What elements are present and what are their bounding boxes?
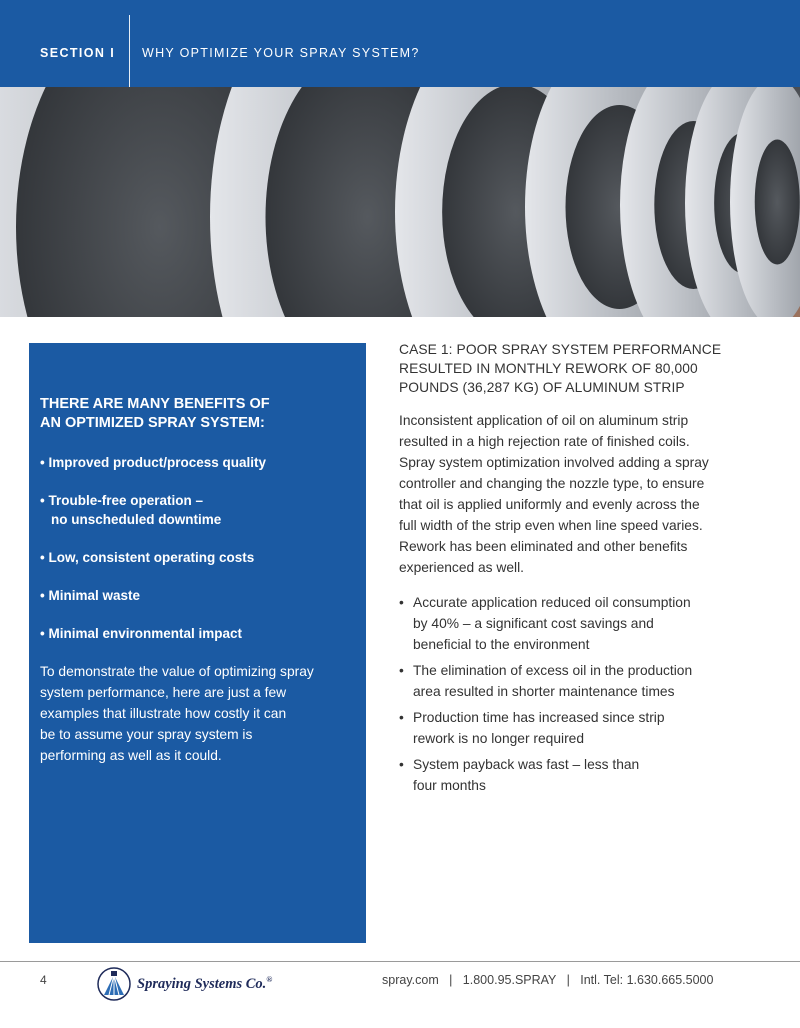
case-results-list — [399, 592, 729, 796]
case-study — [399, 340, 729, 801]
case-body-text: Inconsistent application of oil on aluminum strip resulted in a high rejection rate of finished coils. Spray system optimization involved adding a spray controller and changing the nozzle type, to ensure that oil is applied uniformly and evenly across the full width of the strip even when line speed varies. Rework has been eliminated and other benefits experienced as well. — [399, 413, 709, 575]
benefits-list — [40, 453, 350, 662]
case-title: CASE 1: POOR SPRAY SYSTEM PERFORMANCE RESULTED IN MONTHLY REWORK OF 80,000 POUNDS (36,287 KG) OF ALUMINUM STRIP — [399, 342, 722, 395]
contact-info: spray.com | 1.800.95.SPRAY | Intl. Tel: 1.630.665.5000 — [382, 973, 714, 987]
case-result-item: • System payback was fast – less than four months — [399, 754, 729, 796]
benefit-item: • Minimal environmental impact — [40, 626, 243, 641]
aluminum-coils-photo — [0, 87, 800, 317]
section-label: SECTION I — [40, 46, 116, 60]
benefit-item: • Minimal waste — [40, 588, 141, 603]
page-number: 4 — [40, 973, 47, 987]
header-divider — [129, 15, 130, 87]
company-name: Spraying Systems Co.® — [137, 975, 273, 992]
benefits-heading — [40, 395, 340, 433]
section-header — [0, 0, 800, 87]
section-title: WHY OPTIMIZE YOUR SPRAY SYSTEM? — [142, 46, 420, 60]
footer-divider — [0, 961, 800, 962]
benefits-heading-line: THERE ARE MANY BENEFITS OF — [40, 396, 270, 412]
case-result-item: • Accurate application reduced oil consumption by 40% – a significant cost savings and beneficial to the environment — [399, 592, 729, 655]
case-result-item: • The elimination of excess oil in the production area resulted in shorter maintenance times — [399, 660, 729, 702]
case-result-item: • Production time has increased since strip rework is no longer required — [399, 707, 729, 749]
benefit-item: • Trouble-free operation – no unscheduled downtime — [40, 493, 222, 527]
coil-hole — [755, 140, 800, 265]
spraying-systems-logo-icon — [97, 967, 131, 1001]
benefits-intro-text: To demonstrate the value of optimizing spray system performance, here are just a few examples that illustrate how costly it can be to assume your spray system is performing as well as it could. — [40, 664, 314, 763]
benefit-item: • Improved product/process quality — [40, 455, 267, 470]
benefits-panel — [29, 343, 366, 943]
benefit-item: • Low, consistent operating costs — [40, 550, 255, 565]
benefits-heading-line: AN OPTIMIZED SPRAY SYSTEM: — [40, 415, 265, 431]
